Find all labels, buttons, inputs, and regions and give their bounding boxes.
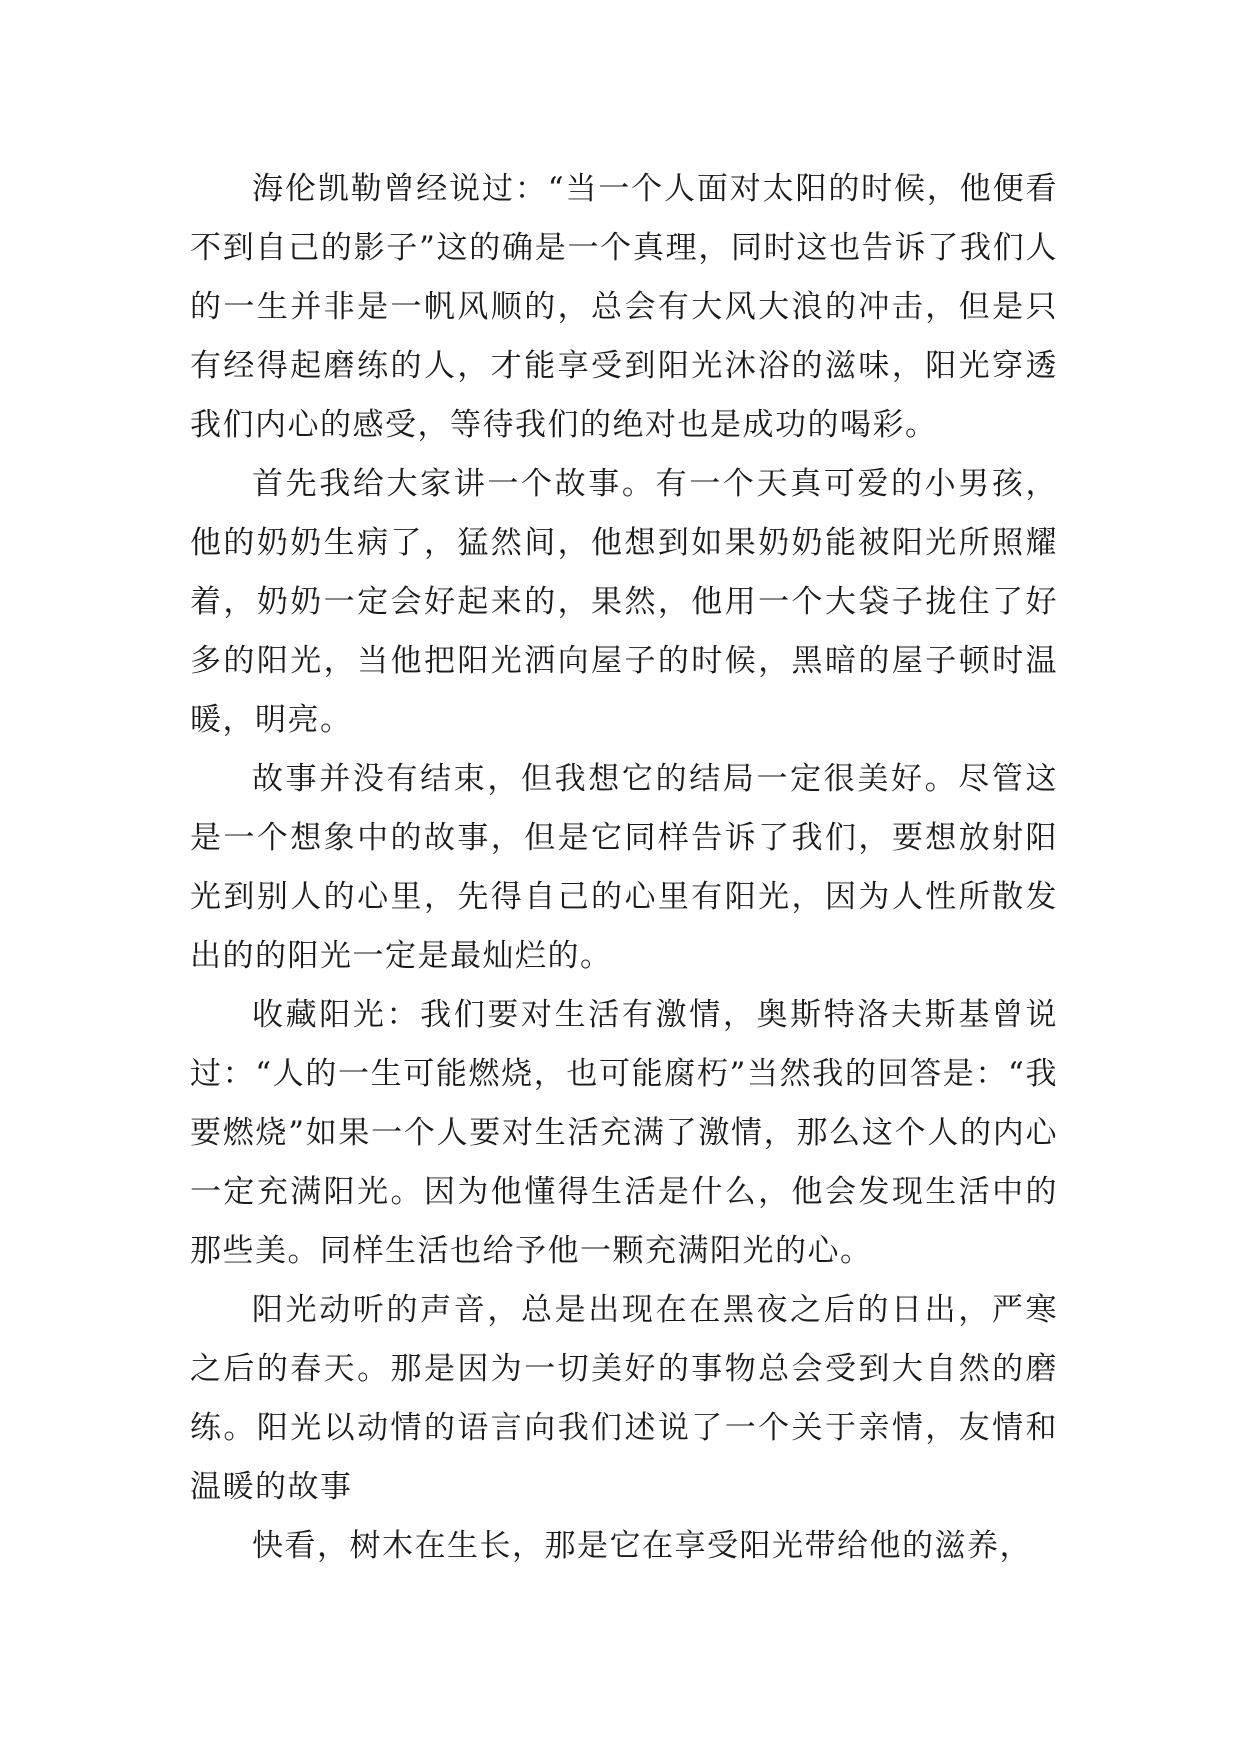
paragraph-2: 首先我给大家讲一个故事。有一个天真可爱的小男孩，他的奶奶生病了，猛然间，他想到如果奶奶能被阳光所照耀着，奶奶一定会好起来的，果然，他用一个大袋子拢住了好多的阳光，当他把阳光洒向屋子的时候，黑暗的屋子顿时温暖，明亮。 <box>190 466 1058 738</box>
paragraph-3: 故事并没有结束，但我想它的结局一定很美好。尽管这是一个想象中的故事，但是它同样告诉了我们，要想放射阳光到别人的心里，先得自己的心里有阳光，因为人性所散发出的的阳光一定是最灿烂的。 <box>190 761 1058 974</box>
document-body <box>190 160 1058 1576</box>
paragraph-1: 海伦凯勒曾经说过：“当一个人面对太阳的时候，他便看不到自己的影子”这的确是一个真理，同时这也告诉了我们人的一生并非是一帆风顺的，总会有大风大浪的冲击，但是只有经得起磨练的人，才能享受到阳光沐浴的滋味，阳光穿透我们内心的感受，等待我们的绝对也是成功的喝彩。 <box>190 171 1058 443</box>
paragraph-6: 快看，树木在生长，那是它在享受阳光带给他的滋养， <box>252 1528 1032 1564</box>
paragraph-5: 阳光动听的声音，总是出现在在黑夜之后的日出，严寒之后的春天。那是因为一切美好的事物总会受到大自然的磨练。阳光以动情的语言向我们述说了一个关于亲情，友情和温暖的故事 <box>190 1292 1058 1505</box>
paragraph-4: 收藏阳光：我们要对生活有激情，奥斯特洛夫斯基曾说过：“人的一生可能燃烧，也可能腐朽”当然我的回答是：“我要燃烧”如果一个人要对生活充满了激情，那么这个人的内心一定充满阳光。因为他懂得生活是什么，他会发现生活中的那些美。同样生活也给予他一颗充满阳光的心。 <box>190 997 1058 1269</box>
